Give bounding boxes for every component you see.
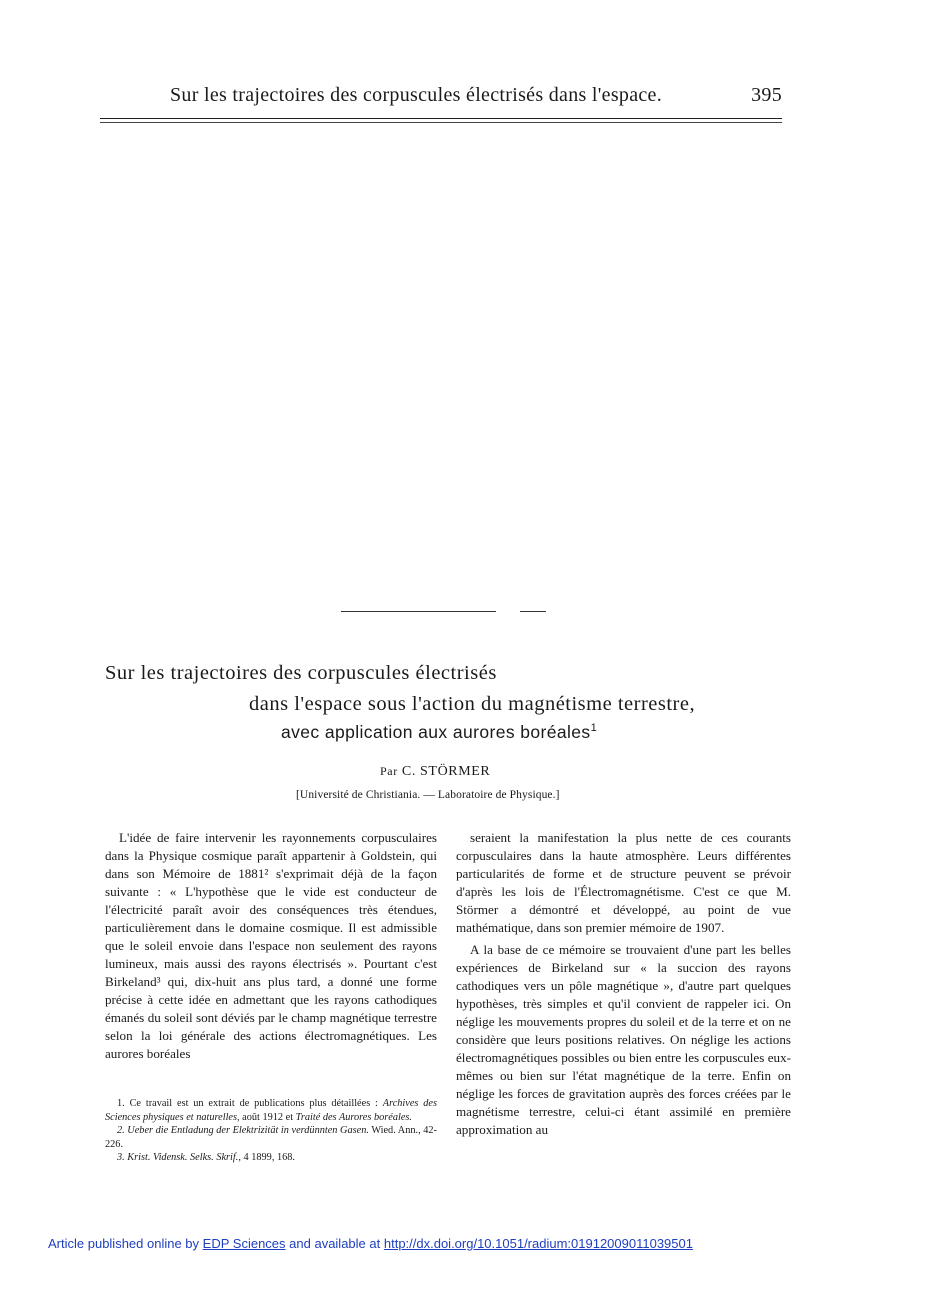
footnotes (105, 1097, 437, 1165)
footnote-1: 1. Ce travail est un extrait de publications plus détaillées : Archives des Sciences physiques et naturelles, août 1912 et Traité des Aurores boréales. (105, 1098, 437, 1123)
body-paragraph: seraient la manifestation la plus nette de ces courants corpusculaires dans la haute atmosphère. Leurs différentes particularités de forme et de structure peuvent se prévoir d'après les lois de l'Électromagnétisme. C'est ce que M. Störmer a démontré et développé, au point de vue mathématique, dans son premier mémoire de 1907. (456, 830, 791, 935)
subtitle-text: avec application aux aurores boréales (281, 722, 591, 742)
footnote-3: 3. Krist. Vidensk. Selks. Skrif., 4 1899, 168. (117, 1152, 295, 1163)
affiliation: [Université de Christiania. — Laboratoire de Physique.] (296, 789, 560, 801)
section-separator (341, 611, 496, 612)
running-title: Sur les trajectoires des corpuscules électrisés dans l'espace. (170, 84, 663, 106)
publisher-link[interactable]: EDP Sciences (202, 1236, 286, 1251)
running-head (170, 84, 782, 107)
article-subtitle (281, 722, 597, 743)
body-column-right (456, 829, 791, 1139)
author-name: C. STÖRMER (401, 764, 491, 779)
article-title-line-1: Sur les trajectoires des corpuscules électrisés (105, 662, 497, 684)
article-title-line-2: dans l'espace sous l'action du magnétisme terrestre, (249, 693, 696, 715)
doi-link[interactable]: http://dx.doi.org/10.1051/radium:01912009011039501 (383, 1236, 693, 1251)
body-paragraph: L'idée de faire intervenir les rayonnements corpusculaires dans la Physique cosmique paraît appartenir à Goldstein, qui dans son Mémoire de 1881² s'exprimait déjà de la façon suivante : « L'hypothèse que le vide est conducteur de l'électricité paraît avoir des conséquences très étendues, particulièrement dans le domaine cosmique. Il est admissible que le soleil envoie dans l'espace non seulement des rayons lumineux, mais aussi des rayons électrisés ». Pourtant c'est Birkeland³ qui, dix-huit ans plus tard, a donné une forme précise à cette idée en admettant que les rayons cathodiques émanés du soleil sont déviés par le champ magnétique terrestre selon la loi générale des actions électromagnétiques. Les aurores boréales (105, 830, 437, 1061)
header-rule (100, 118, 782, 123)
publisher-middle: and available at (289, 1236, 381, 1251)
footnote-marker: 1 (590, 722, 598, 735)
body-column-left (105, 829, 437, 1063)
body-paragraph: A la base de ce mémoire se trouvaient d'une part les belles expériences de Birkeland sur « la succion des rayons cathodiques vers un pôle magnétique », d'autre part quelques hypothèses, très simples et qu'il convient de rappeler ici. On néglige les mouvements propres du soleil et de la terre et on ne considère que leurs positions relatives. On néglige les actions électromagnétiques possibles ou bien entre les corpuscules eux-mêmes ou bien sur l'état magnétique de la terre. Enfin on néglige les forces de gravitation auprès des forces créées par le magnétisme terrestre, celui-ci étant assimilé en première approximation au (456, 942, 791, 1137)
publisher-notice (48, 1236, 693, 1251)
author-prefix: Par (380, 764, 398, 778)
section-separator-short (520, 611, 546, 612)
page-number: 395 (751, 84, 782, 106)
footnote-2: 2. Ueber die Entladung der Elektrizität in verdünnten Gasen. Wied. Ann., 42-226. (105, 1125, 437, 1150)
publisher-prefix: Article published online by (48, 1236, 200, 1251)
author-line (380, 764, 490, 780)
